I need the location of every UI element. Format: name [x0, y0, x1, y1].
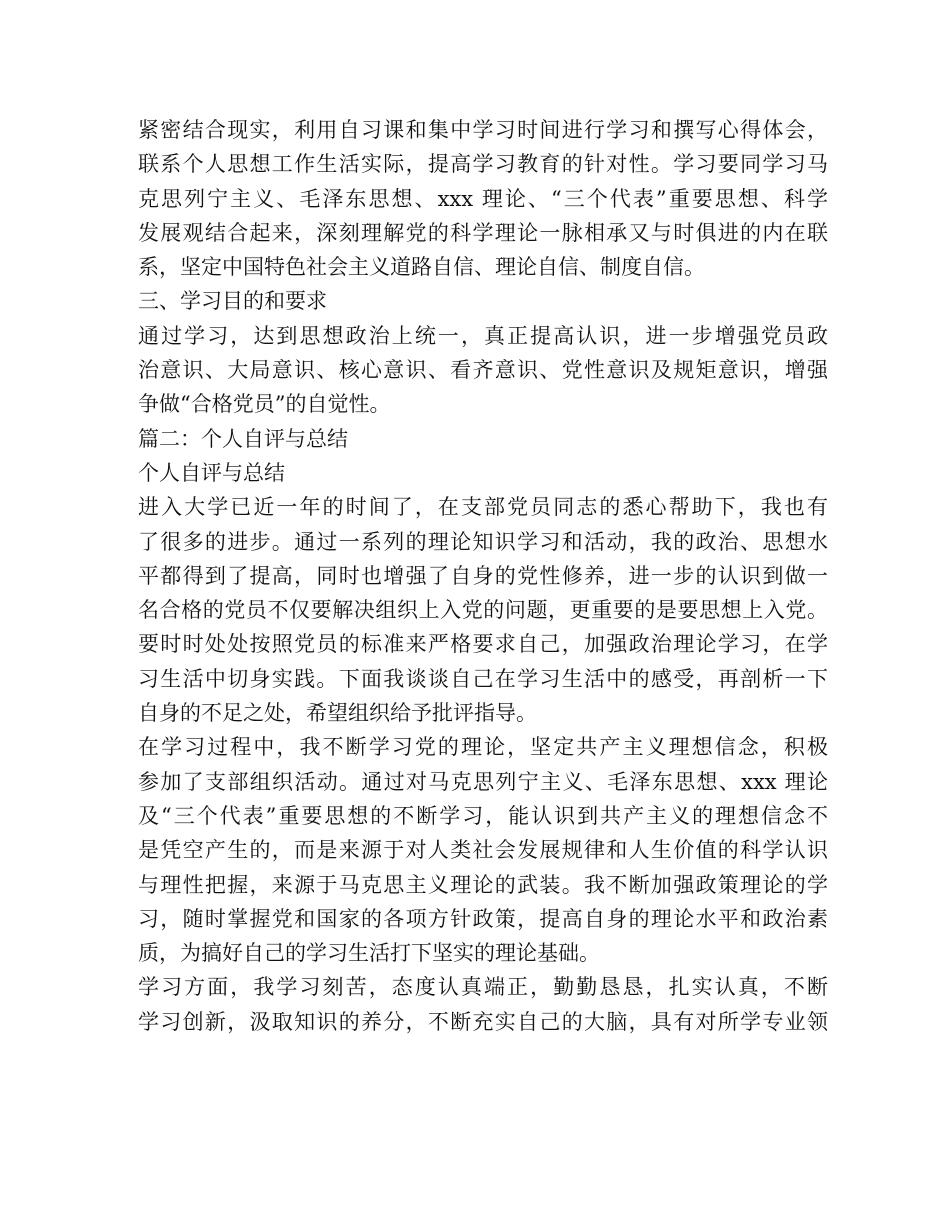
text-line: 学习方面，我学习刻苦，态度认真端正，勤勤恳恳，扎实认真，不断: [138, 975, 828, 1000]
text-line: 克思列宁主义、毛泽东思想、xxx 理论、“三个代表”重要思想、科学: [138, 186, 828, 211]
text-line: 质，为搞好自己的学习生活打下坚实的理论基础。: [138, 941, 600, 966]
text-line: 通过学习，达到思想政治上统一，真正提高认识，进一步增强党员政: [138, 323, 828, 348]
document-page: [138, 113, 828, 1039]
text-line: 发展观结合起来，深刻理解党的科学理论一脉相承又与时俱进的内在联: [138, 220, 828, 245]
text-line: 系，坚定中国特色社会主义道路自信、理论自信、制度自信。: [138, 255, 705, 280]
text-line: 自身的不足之处，希望组织给予批评指导。: [138, 701, 537, 726]
text-line: 是凭空产生的，而是来源于对人类社会发展规律和人生价值的科学认识: [138, 838, 828, 863]
text-line: 参加了支部组织活动。通过对马克思列宁主义、毛泽东思想、xxx 理论: [138, 769, 828, 794]
text-line: 争做“合格党员”的自觉性。: [138, 392, 391, 417]
text-line: 三、学习目的和要求: [138, 289, 327, 314]
text-line: 了很多的进步。通过一系列的理论知识学习和活动，我的政治、思想水: [138, 529, 828, 554]
text-line: 紧密结合现实，利用自习课和集中学习时间进行学习和撰写心得体会，: [138, 118, 828, 142]
text-line: 及“三个代表”重要思想的不断学习，能认识到共产主义的理想信念不: [138, 803, 828, 828]
text-line: 个人自评与总结: [138, 460, 285, 485]
text-line: 篇二：个人自评与总结: [138, 426, 348, 451]
text-line: 联系个人思想工作生活实际，提高学习教育的针对性。学习要同学习马: [138, 152, 828, 177]
text-line: 习，随时掌握党和国家的各项方针政策，提高自身的理论水平和政治素: [138, 906, 828, 931]
text-line: 治意识、大局意识、核心意识、看齐意识、党性意识及规矩意识，增强: [138, 358, 828, 383]
text-line: 与理性把握，来源于马克思主义理论的武装。我不断加强政策理论的学: [138, 872, 828, 897]
text-line: 学习创新，汲取知识的养分，不断充实自己的大脑，具有对所学专业领: [138, 1009, 828, 1034]
text-line: 习生活中切身实践。下面我谈谈自己在学习生活中的感受，再剖析一下: [138, 666, 828, 691]
text-line: 进入大学已近一年的时间了，在支部党员同志的悉心帮助下，我也有: [138, 495, 828, 520]
text-line: 要时时处处按照党员的标准来严格要求自己，加强政治理论学习，在学: [138, 632, 828, 657]
text-line: 在学习过程中，我不断学习党的理论，坚定共产主义理想信念，积极: [138, 735, 828, 760]
text-line: 平都得到了提高，同时也增强了自身的党性修养，进一步的认识到做一: [138, 563, 828, 588]
text-line: 名合格的党员不仅要解决组织上入党的问题，更重要的是要思想上入党。: [138, 598, 828, 623]
